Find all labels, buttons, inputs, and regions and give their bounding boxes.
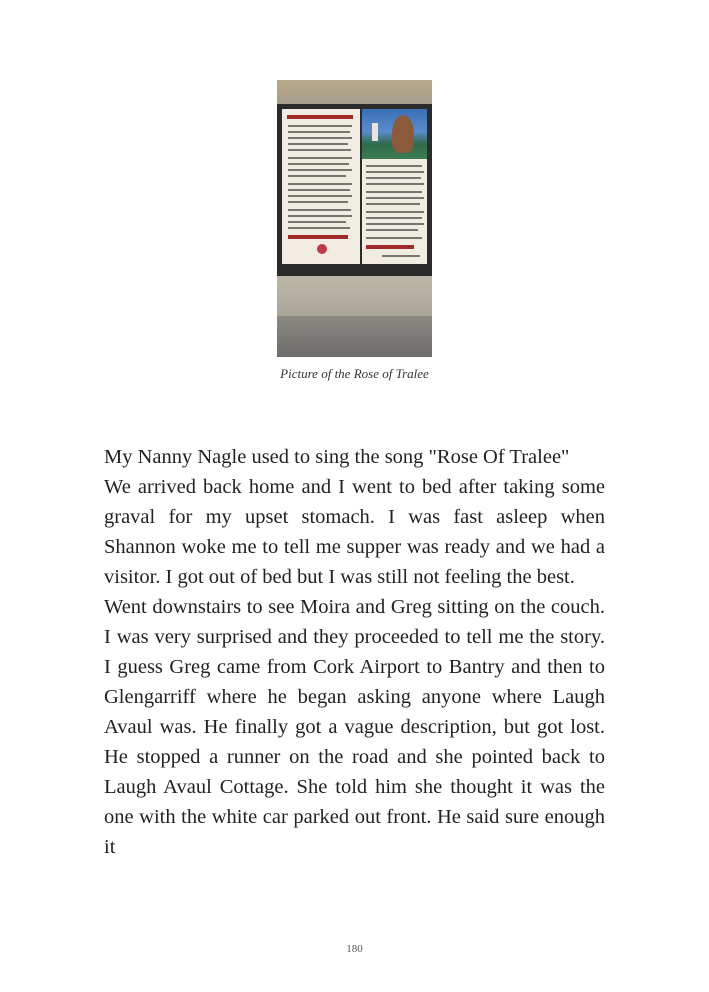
sign-text-panel (282, 109, 360, 264)
paragraph: My Nanny Nagle used to sing the song "Rose Of Tralee" (104, 446, 570, 468)
sign-mural-panel (362, 109, 427, 264)
sign-board (277, 104, 432, 276)
body-text (104, 442, 605, 862)
pavement (277, 316, 432, 357)
figure-caption: Picture of the Rose of Tralee (280, 366, 429, 381)
paragraph: We arrived back home and I went to bed after taking some graval for my upset stomach. I was fast asleep when Shannon woke me to tell me supper was ready and we had a visitor. I got out of bed but I was still not feeling the best. (104, 476, 605, 588)
mural-painting (362, 109, 427, 159)
rose-icon (317, 244, 327, 254)
page-number: 180 (346, 943, 363, 955)
rose-of-tralee-photo (277, 80, 432, 357)
paragraph: Went downstairs to see Moira and Greg sitting on the couch. I was very surprised and they proceeded to tell me the story. I guess Greg came from Cork Airport to Bantry and then to Glengarriff where he began asking anyone where Laugh Avaul was. He finally got a vague description, but got lost. He stopped a runner on the road and she pointed back to Laugh Avaul Cottage. She told him she thought it was the one with the white car parked out front. He said sure enough it (104, 596, 605, 858)
